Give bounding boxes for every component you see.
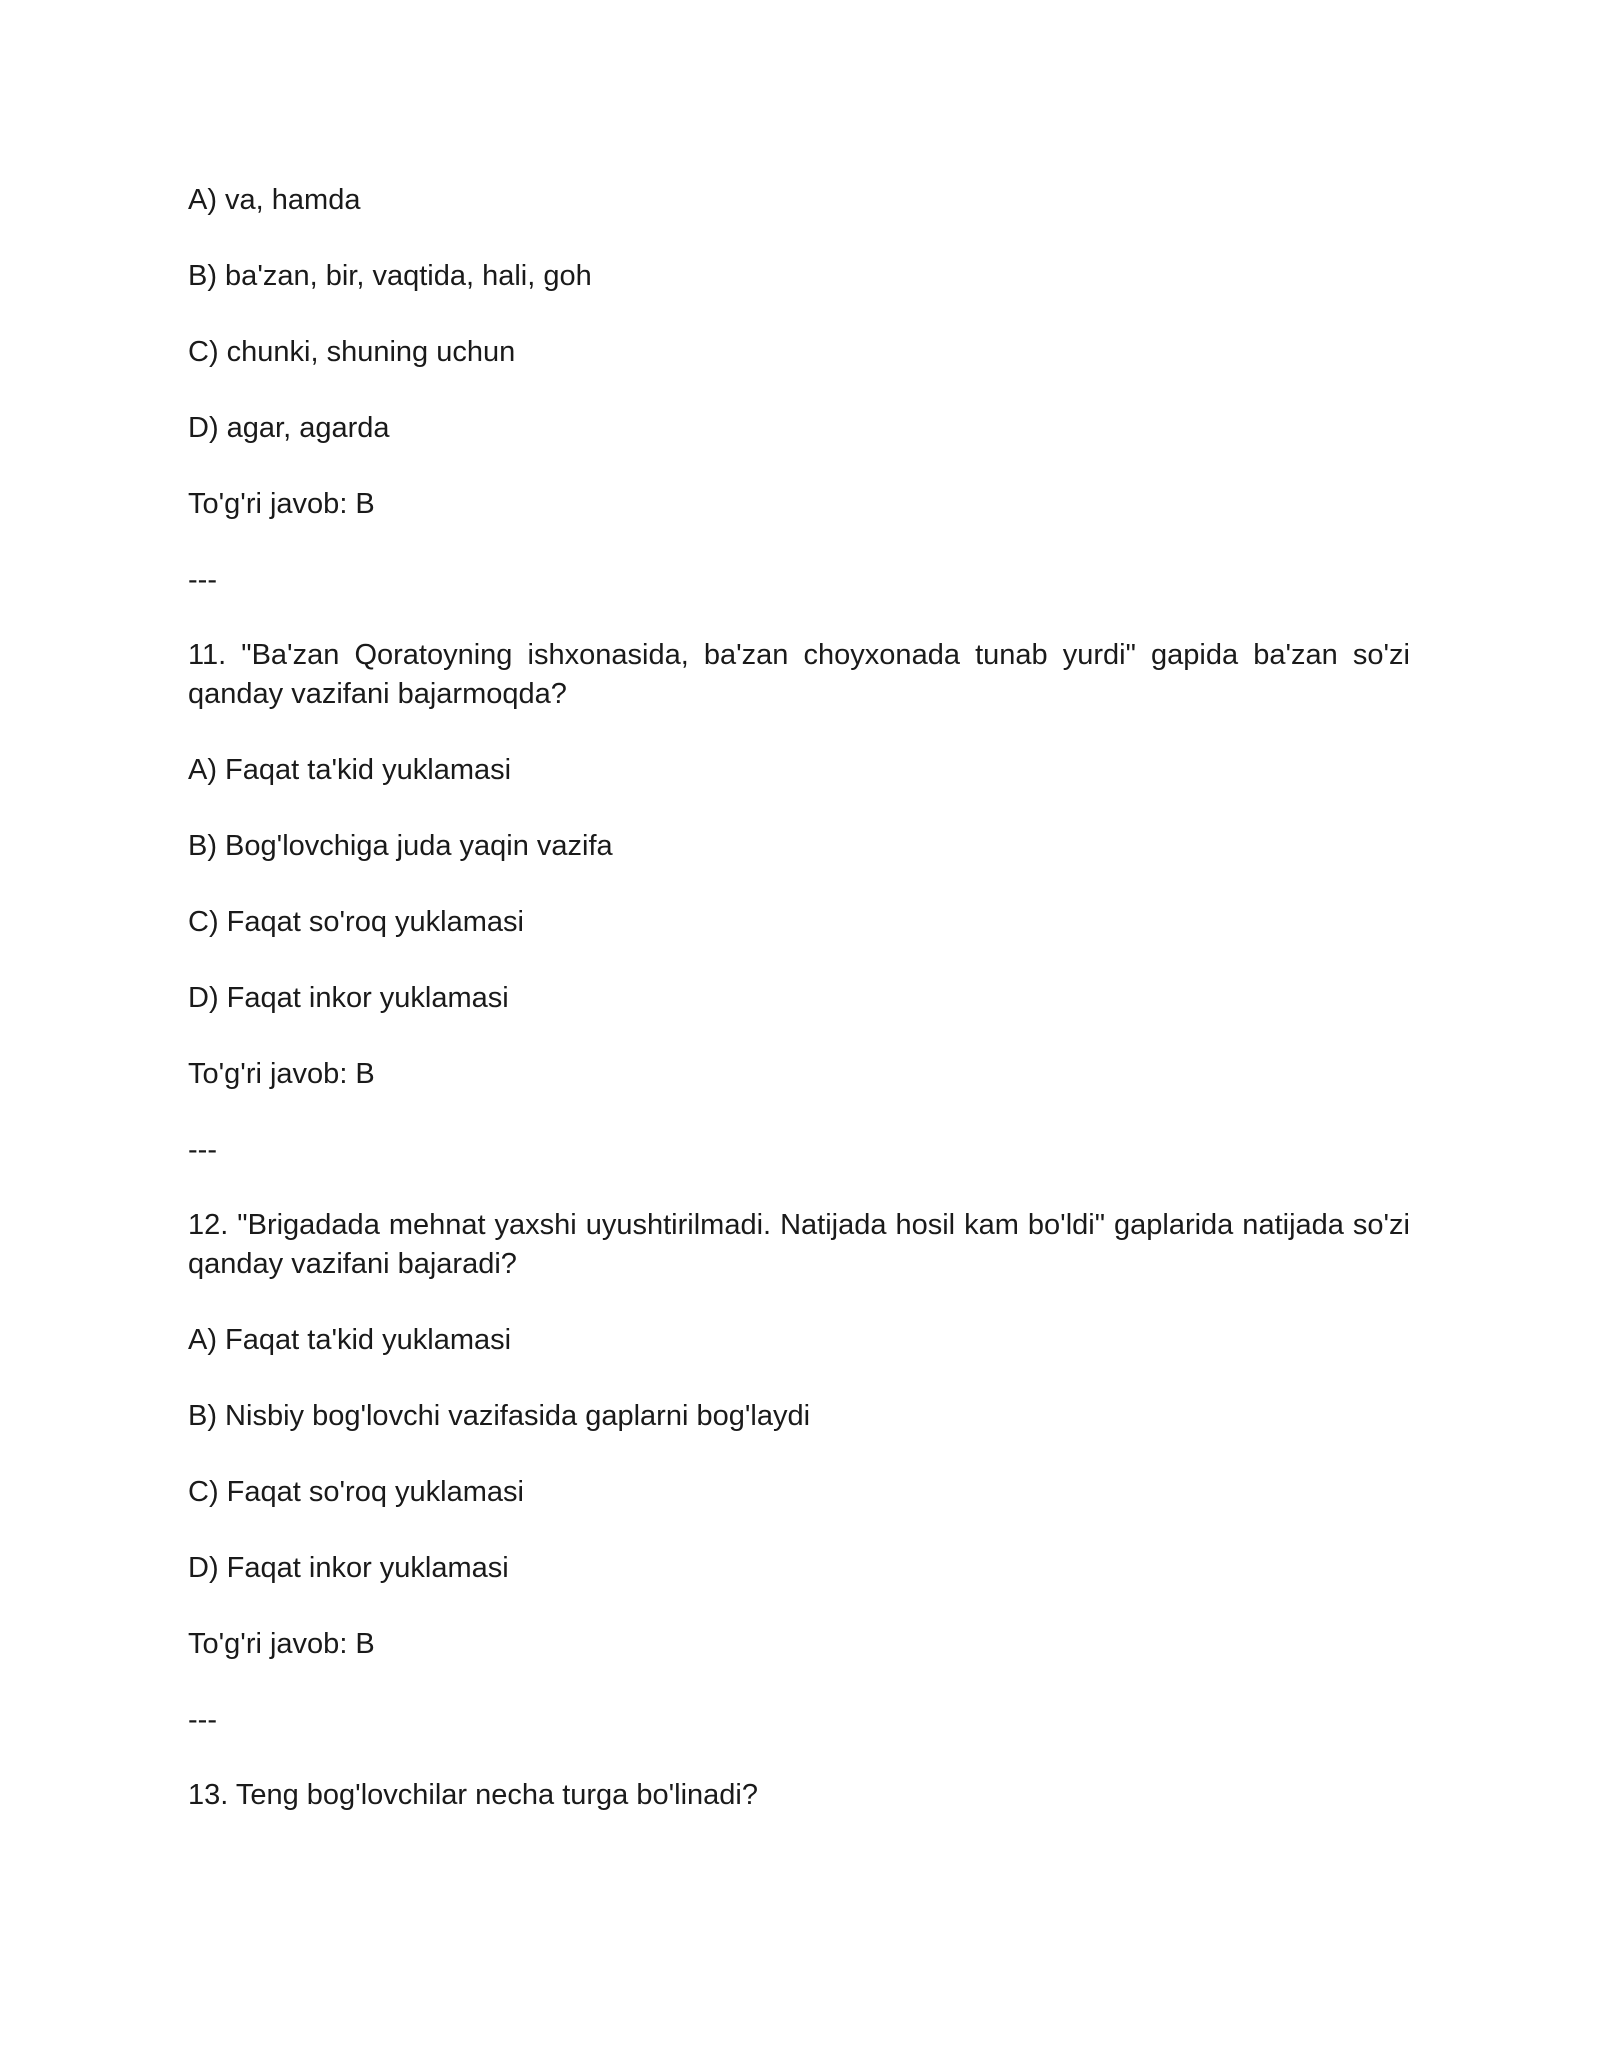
option-d: D) Faqat inkor yuklamasi [188,1552,509,1584]
option-a: A) Faqat ta'kid yuklamasi [188,1324,512,1356]
question-12: 12. "Brigadada mehnat yaxshi uyushtirilmadi. Natijada hosil kam bo'ldi" gaplarida natijada so'zi qanday vazifani bajaradi? [188,1209,1410,1280]
correct-answer: To'g'ri javob: B [188,1058,375,1090]
separator: --- [188,1134,217,1166]
option-c: C) chunki, shuning uchun [188,336,516,368]
question-11: 11. "Ba'zan Qoratoyning ishxonasida, ba'zan choyxonada tunab yurdi" gapida ba'zan so'zi qanday vazifani bajarmoqda? [188,639,1410,710]
document-page [188,180,1410,1851]
separator: --- [188,1704,217,1736]
question-13: 13. Teng bog'lovchilar necha turga bo'linadi? [188,1779,759,1811]
option-c: C) Faqat so'roq yuklamasi [188,1476,524,1508]
option-d: D) Faqat inkor yuklamasi [188,982,509,1014]
option-b: B) Bog'lovchiga juda yaqin vazifa [188,830,613,862]
option-b: B) ba'zan, bir, vaqtida, hali, goh [188,260,592,292]
option-a: A) Faqat ta'kid yuklamasi [188,754,512,786]
separator: --- [188,564,217,596]
option-d: D) agar, agarda [188,412,390,444]
correct-answer: To'g'ri javob: B [188,488,375,520]
option-a: A) va, hamda [188,184,361,216]
option-b: B) Nisbiy bog'lovchi vazifasida gaplarni bog'laydi [188,1400,811,1432]
correct-answer: To'g'ri javob: B [188,1628,375,1660]
option-c: C) Faqat so'roq yuklamasi [188,906,524,938]
